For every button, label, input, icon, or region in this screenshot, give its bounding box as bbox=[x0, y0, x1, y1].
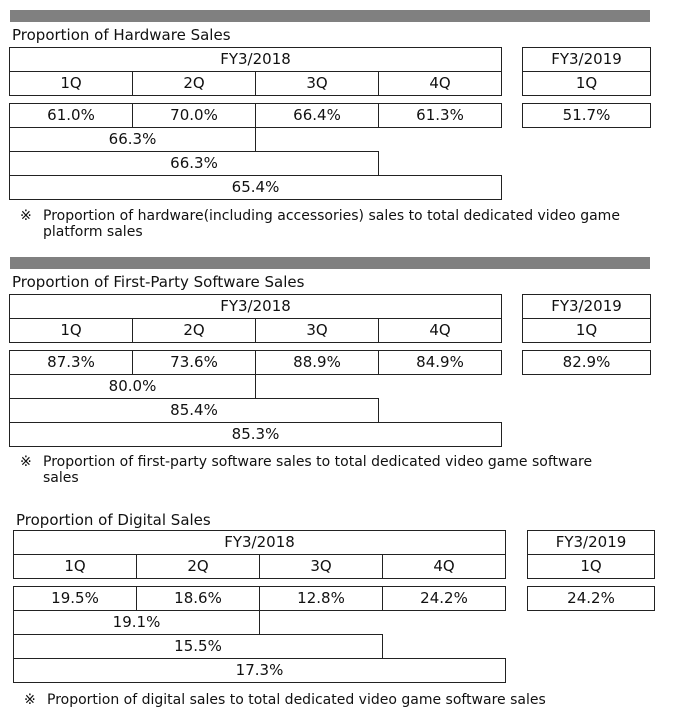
digital-quarter-1q-header: 1Q bbox=[13, 554, 137, 579]
reference-mark: ※ bbox=[24, 692, 36, 708]
digital-2q-value: 18.6% bbox=[136, 586, 260, 611]
first-party-footnote-text: Proportion of first-party software sales to total dedicated video game software sales bbox=[43, 454, 593, 486]
digital-fy-next-header: FY3/2019 bbox=[527, 530, 655, 555]
section-divider-bar bbox=[10, 257, 650, 269]
first-party-cumulative-1q-2q: 80.0% bbox=[9, 374, 256, 399]
hardware-footnote bbox=[20, 208, 630, 240]
digital-1q-value: 19.5% bbox=[13, 586, 137, 611]
hardware-section-title: Proportion of Hardware Sales bbox=[12, 26, 231, 44]
digital-cumulative-1q-2q: 19.1% bbox=[13, 610, 260, 635]
hardware-quarter-4q-header: 4Q bbox=[378, 71, 502, 96]
first-party-fy-current-header: FY3/2018 bbox=[9, 294, 502, 319]
digital-footnote bbox=[24, 692, 644, 708]
first-party-footnote bbox=[20, 454, 630, 486]
hardware-next-quarter-header: 1Q bbox=[522, 71, 651, 96]
digital-quarter-4q-header: 4Q bbox=[382, 554, 506, 579]
hardware-4q-value: 61.3% bbox=[378, 103, 502, 128]
first-party-2q-value: 73.6% bbox=[132, 350, 256, 375]
reference-mark: ※ bbox=[20, 208, 32, 224]
first-party-3q-value: 88.9% bbox=[255, 350, 379, 375]
first-party-1q-value: 87.3% bbox=[9, 350, 133, 375]
digital-next-1q-value: 24.2% bbox=[527, 586, 655, 611]
first-party-4q-value: 84.9% bbox=[378, 350, 502, 375]
first-party-next-1q-value: 82.9% bbox=[522, 350, 651, 375]
hardware-quarter-1q-header: 1Q bbox=[9, 71, 133, 96]
first-party-fy-next-header: FY3/2019 bbox=[522, 294, 651, 319]
digital-fy-current-header: FY3/2018 bbox=[13, 530, 506, 555]
hardware-cumulative-1q-2q: 66.3% bbox=[9, 127, 256, 152]
hardware-cumulative-1q-3q: 66.3% bbox=[9, 151, 379, 176]
hardware-3q-value: 66.4% bbox=[255, 103, 379, 128]
digital-3q-value: 12.8% bbox=[259, 586, 383, 611]
digital-section-title: Proportion of Digital Sales bbox=[16, 511, 211, 529]
first-party-cumulative-full-year: 85.3% bbox=[9, 422, 502, 447]
first-party-next-quarter-header: 1Q bbox=[522, 318, 651, 343]
first-party-section-title: Proportion of First-Party Software Sales bbox=[12, 273, 305, 291]
first-party-quarter-4q-header: 4Q bbox=[378, 318, 502, 343]
hardware-1q-value: 61.0% bbox=[9, 103, 133, 128]
digital-next-quarter-header: 1Q bbox=[527, 554, 655, 579]
hardware-fy-current-header: FY3/2018 bbox=[9, 47, 502, 72]
section-divider-bar bbox=[10, 10, 650, 22]
first-party-cumulative-1q-3q: 85.4% bbox=[9, 398, 379, 423]
reference-mark: ※ bbox=[20, 454, 32, 470]
hardware-quarter-2q-header: 2Q bbox=[132, 71, 256, 96]
digital-footnote-text: Proportion of digital sales to total dedicated video game software sales bbox=[47, 692, 546, 708]
digital-cumulative-1q-3q: 15.5% bbox=[13, 634, 383, 659]
first-party-quarter-3q-header: 3Q bbox=[255, 318, 379, 343]
hardware-quarter-3q-header: 3Q bbox=[255, 71, 379, 96]
digital-4q-value: 24.2% bbox=[382, 586, 506, 611]
digital-quarter-2q-header: 2Q bbox=[136, 554, 260, 579]
first-party-quarter-2q-header: 2Q bbox=[132, 318, 256, 343]
hardware-footnote-text: Proportion of hardware(including accessories) sales to total dedicated video game platform sales bbox=[43, 208, 620, 240]
hardware-next-1q-value: 51.7% bbox=[522, 103, 651, 128]
hardware-fy-next-header: FY3/2019 bbox=[522, 47, 651, 72]
hardware-cumulative-full-year: 65.4% bbox=[9, 175, 502, 200]
digital-cumulative-full-year: 17.3% bbox=[13, 658, 506, 683]
first-party-quarter-1q-header: 1Q bbox=[9, 318, 133, 343]
hardware-2q-value: 70.0% bbox=[132, 103, 256, 128]
digital-quarter-3q-header: 3Q bbox=[259, 554, 383, 579]
